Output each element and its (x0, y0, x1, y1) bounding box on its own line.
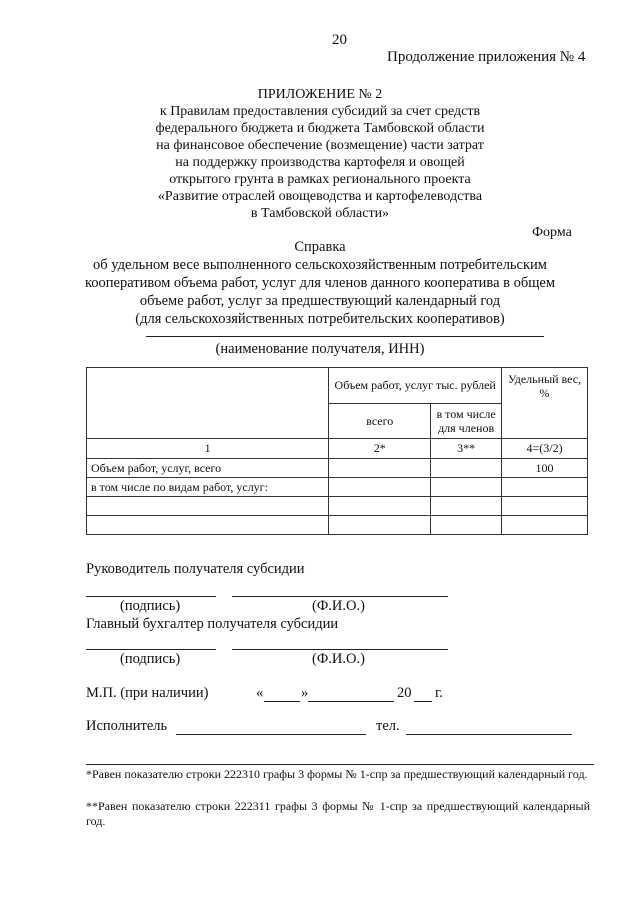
phone-label: тел. (376, 718, 400, 734)
appendix-line-7: в Тамбовской области» (250, 206, 390, 221)
date-year-line[interactable] (414, 701, 432, 702)
row-total-label: Объем работ, услуг, всего (87, 459, 329, 478)
head-signature-caption: (подпись) (120, 598, 181, 614)
appendix-line-2: федерального бюджета и бюджета Тамбовской области (155, 121, 485, 136)
stamp-label: М.П. (при наличии) (86, 685, 209, 701)
certificate-line-3: объеме работ, услуг за предшествующий календарный год (139, 293, 501, 309)
accountant-name-line[interactable] (232, 649, 448, 650)
head-name-caption: (Ф.И.О.) (312, 598, 365, 614)
appendix-title: ПРИЛОЖЕНИЕ № 2 (257, 87, 383, 102)
row-types-label: в том числе по видам работ, услуг: (87, 478, 329, 497)
col-number-1: 1 (87, 439, 329, 459)
table-cell[interactable] (431, 459, 502, 478)
accountant-signature-line[interactable] (86, 649, 216, 650)
table-cell[interactable] (502, 516, 588, 535)
table-cell[interactable] (329, 497, 431, 516)
table-header-empty (87, 368, 329, 439)
appendix-line-3: на финансовое обеспечение (возмещение) части затрат (156, 138, 484, 153)
table-cell[interactable] (329, 459, 431, 478)
date-year-suffix: г. (435, 685, 443, 701)
head-signature-line[interactable] (86, 596, 216, 597)
footnote-divider (86, 764, 594, 765)
recipient-name-line[interactable] (146, 336, 544, 337)
table-row (87, 497, 588, 516)
table-cell[interactable] (431, 497, 502, 516)
footnote-1: *Равен показателю строки 222310 графы 3 формы № 1-спр за предшествующий календарный год. (86, 767, 588, 781)
recipient-caption: (наименование получателя, ИНН) (215, 341, 425, 357)
head-name-line[interactable] (232, 596, 448, 597)
certificate-line-1: об удельном весе выполненного сельскохозяйственным потребительским (93, 257, 547, 273)
table-row-numbers (87, 439, 588, 459)
row-total-share: 100 (502, 459, 588, 478)
accountant-title: Главный бухгалтер получателя субсидии (86, 616, 339, 632)
table-cell[interactable] (329, 516, 431, 535)
executor-line[interactable] (176, 734, 366, 735)
col-number-4: 4=(3/2) (502, 439, 588, 459)
table-row (87, 459, 588, 478)
certificate-line-2: кооперативом объема работ, услуг для членов данного кооператива в общем (84, 275, 556, 291)
table-header-total: всего (329, 403, 431, 439)
certificate-line-4: (для сельскохозяйственных потребительских кооперативов) (135, 311, 505, 327)
date-day-line[interactable] (264, 701, 300, 702)
appendix-line-4: на поддержку производства картофеля и овощей (175, 155, 465, 170)
table-cell[interactable] (502, 497, 588, 516)
appendix-continuation: Продолжение приложения № 4 (387, 49, 586, 65)
table-cell[interactable] (431, 516, 502, 535)
date-open-quote: « (256, 685, 264, 701)
table-cell[interactable] (329, 478, 431, 497)
table-header-members: в том числе для членов (431, 403, 502, 439)
data-table (86, 367, 588, 535)
head-title: Руководитель получателя субсидии (86, 561, 305, 577)
table-row (87, 478, 588, 497)
appendix-line-5: открытого грунта в рамках регионального проекта (169, 172, 471, 187)
appendix-line-6: «Развитие отраслей овощеводства и картофелеводства (157, 189, 483, 204)
date-month-line[interactable] (308, 701, 394, 702)
form-label: Форма (532, 225, 572, 240)
table-cell[interactable] (87, 497, 329, 516)
table-row (87, 516, 588, 535)
phone-line[interactable] (406, 734, 572, 735)
date-year-prefix: 20 (397, 685, 412, 701)
appendix-line-1: к Правилам предоставления субсидий за счет средств (159, 104, 481, 119)
accountant-signature-caption: (подпись) (120, 651, 181, 667)
col-number-3: 3** (431, 439, 502, 459)
accountant-name-caption: (Ф.И.О.) (312, 651, 365, 667)
table-cell[interactable] (87, 516, 329, 535)
table-header-share: Удельный вес, % (502, 368, 588, 439)
date-close-quote: » (301, 685, 309, 701)
table-header-volume: Объем работ, услуг тыс. рублей (329, 368, 502, 404)
page-number: 20 (332, 32, 347, 48)
table-cell[interactable] (431, 478, 502, 497)
executor-label: Исполнитель (86, 718, 168, 734)
table-cell[interactable] (502, 478, 588, 497)
footnote-2: **Равен показателю строки 222311 графы 3 формы № 1-спр за предшествующий календарный год. (86, 799, 590, 828)
col-number-2: 2* (329, 439, 431, 459)
certificate-title: Справка (294, 239, 346, 255)
